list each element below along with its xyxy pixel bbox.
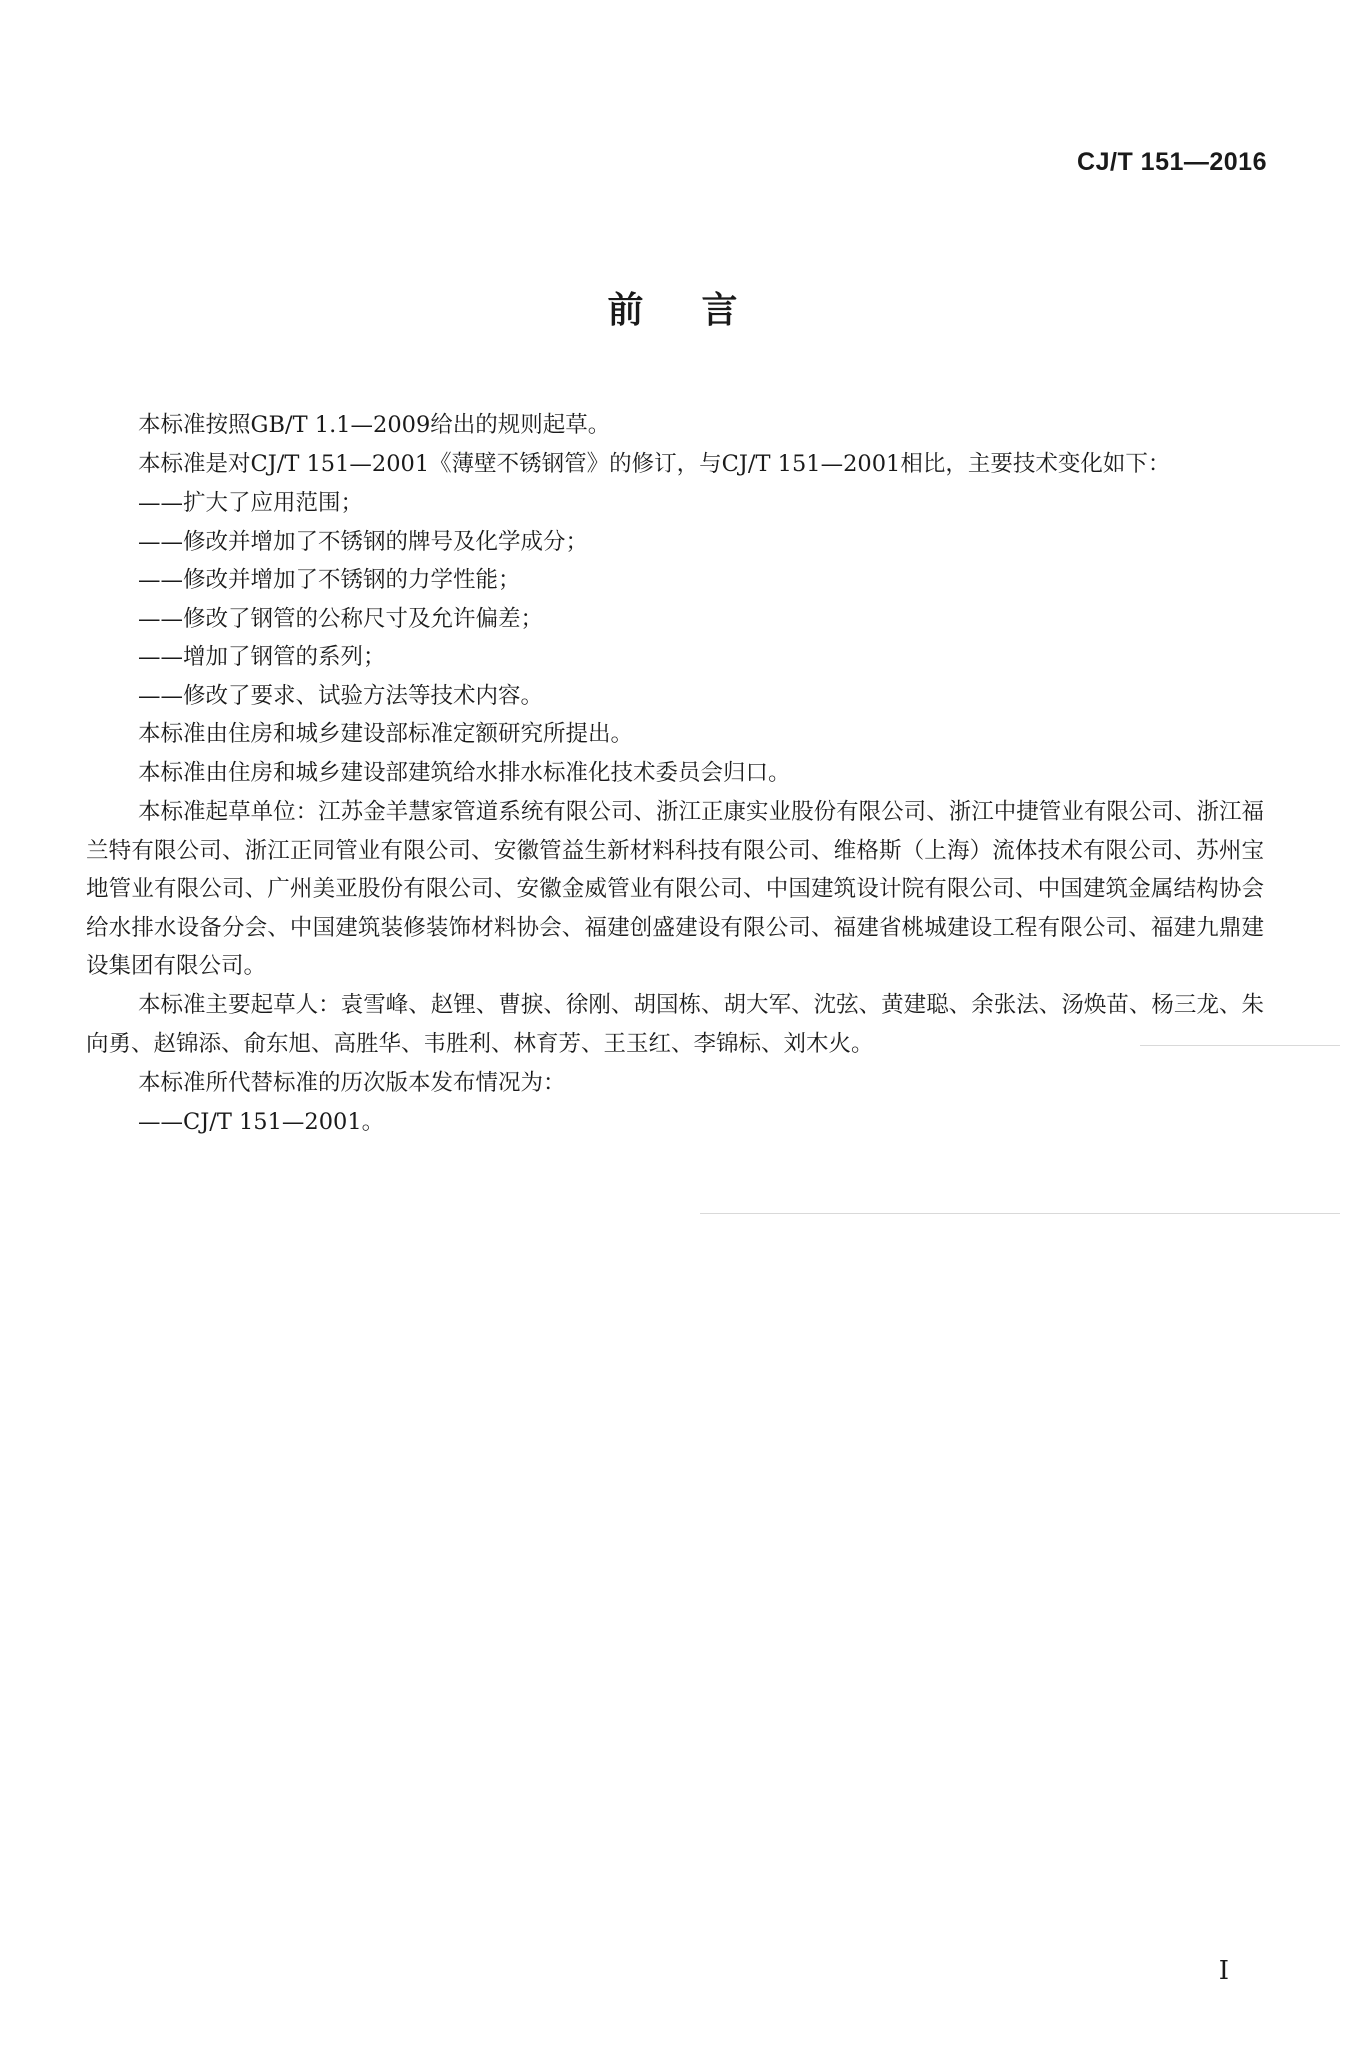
standard-number-header: CJ/T 151—2016 bbox=[1077, 148, 1267, 176]
list-item: ——修改了要求、试验方法等技术内容。 bbox=[138, 682, 544, 709]
proposer-paragraph: 本标准由住房和城乡建设部标准定额研究所提出。 bbox=[138, 721, 634, 747]
drafters-paragraph: 本标准主要起草人：袁雪峰、赵锂、曹捩、徐刚、胡国栋、胡大军、沈弦、黄建聪、余张法、汤焕苗、杨三龙、朱向勇、赵锦添、俞东旭、高胜华、韦胜利、林育芳、王玉红、李锦标、刘木火。 bbox=[86, 992, 1264, 1057]
history-paragraph: 本标准所代替标准的历次版本发布情况为： bbox=[138, 1069, 566, 1096]
list-item: ——增加了钢管的系列； bbox=[138, 644, 386, 670]
page-title: 前言 bbox=[607, 290, 796, 331]
foreword-body bbox=[86, 406, 1264, 1141]
committee-paragraph: 本标准由住房和城乡建设部建筑给水排水标准化技术委员会归口。 bbox=[138, 760, 791, 786]
list-item: ——修改并增加了不锈钢的力学性能； bbox=[138, 567, 521, 593]
drafting-units-paragraph: 本标准起草单位：江苏金羊慧家管道系统有限公司、浙江正康实业股份有限公司、浙江中捷管业有限公司、浙江福兰特有限公司、浙江正同管业有限公司、安徽管益生新材料科技有限公司、维格斯（上海）流体技术有限公司、苏州宝地管业有限公司、广州美亚股份有限公司、安徽金威管业有限公司、中国建筑设计院有限公司、中国建筑金属结构协会给水排水设备分会、中国建筑装修装饰材料协会、福建创盛建设有限公司、福建省桃城建设工程有限公司、福建九鼎建设集团有限公司。 bbox=[86, 799, 1264, 979]
scan-artifact-line bbox=[1140, 1045, 1340, 1046]
list-item: ——修改并增加了不锈钢的牌号及化学成分； bbox=[138, 528, 589, 555]
list-item: ——扩大了应用范围； bbox=[138, 490, 364, 516]
revision-paragraph: 本标准是对CJ/T 151—2001《薄壁不锈钢管》的修订，与CJ/T 151—2001相比，主要技术变化如下： bbox=[138, 451, 1171, 477]
technical-changes-list bbox=[86, 484, 1264, 715]
list-item: ——修改了钢管的公称尺寸及允许偏差； bbox=[138, 605, 544, 632]
drafting-rules-paragraph: 本标准按照GB/T 1.1—2009给出的规则起草。 bbox=[138, 412, 611, 438]
page-number: I bbox=[1218, 1956, 1229, 1986]
previous-version-item: ——CJ/T 151—2001。 bbox=[138, 1108, 385, 1135]
scan-artifact-line bbox=[700, 1213, 1340, 1214]
